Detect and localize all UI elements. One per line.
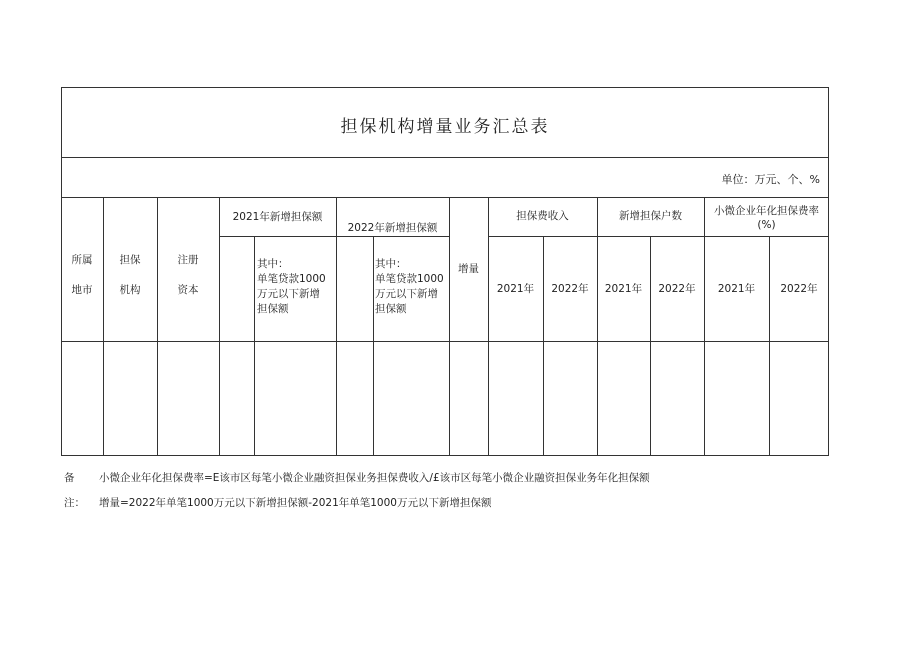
header-rate-2022: 2022年 (780, 283, 818, 295)
header-capital (157, 245, 219, 305)
header-text: 担保额 (257, 303, 289, 315)
table-col-rule (449, 197, 450, 456)
header-text: 资本 (177, 284, 199, 296)
table-col-rule (769, 236, 770, 456)
header-text: 小微企业年化担保费率 (714, 205, 819, 217)
table-rule-header-bottom (61, 341, 829, 342)
note-label-2: 注： (64, 497, 85, 509)
header-text: 机构 (119, 284, 141, 296)
table-col-rule (597, 197, 598, 456)
header-text: 所属 (71, 254, 93, 266)
table-col-rule (488, 197, 489, 456)
header-fee-income: 担保费收入 (516, 210, 569, 222)
header-new-2021: 2021年新增担保额 (232, 211, 323, 223)
table-col-rule (543, 236, 544, 456)
header-households-2022: 2022年 (658, 283, 696, 295)
header-institution (103, 245, 157, 305)
page-title: 担保机构增量业务汇总表 (340, 117, 550, 137)
header-fee-2022: 2022年 (551, 283, 589, 295)
header-increment: 增量 (458, 263, 479, 275)
header-new-households: 新增担保户数 (619, 210, 682, 222)
header-households-2021: 2021年 (604, 283, 643, 295)
note-line-1: 小微企业年化担保费率=E该市区每笔小微企业融资担保业务担保费收入/£该市区每笔小微企业融资担保业务年化担保额 (99, 472, 650, 484)
header-text: 单笔贷款1000 (375, 273, 444, 285)
header-micro-rate (704, 204, 829, 232)
header-text: 万元以下新增 (257, 288, 320, 300)
header-text: (%) (757, 219, 776, 231)
header-text: 其中： (257, 258, 289, 270)
table-col-rule (157, 197, 158, 456)
header-of-which-2022 (375, 257, 449, 317)
table-rule-unit-bottom (61, 197, 829, 198)
header-text: 单笔贷款1000 (257, 273, 326, 285)
header-fee-2021: 2021年 (496, 283, 535, 295)
header-rate-2021: 2021年 (717, 283, 756, 295)
table-col-rule (103, 197, 104, 456)
header-text: 担保 (119, 254, 141, 266)
table-col-rule (373, 236, 374, 456)
table-col-rule (254, 236, 255, 456)
note-line-2: 增量=2022年单笔1000万元以下新增担保额-2021年单笔1000万元以下新增担保额 (99, 497, 492, 509)
header-city (61, 245, 103, 305)
header-new-2022: 2022年新增担保额 (347, 222, 438, 234)
header-text: 地市 (71, 284, 93, 296)
header-text: 其中： (375, 258, 407, 270)
header-of-which-2021 (257, 257, 335, 317)
note-label-1: 备 (64, 472, 75, 484)
header-text: 万元以下新增 (375, 288, 438, 300)
header-text: 担保额 (375, 303, 407, 315)
table-col-rule (704, 197, 705, 456)
unit-label: 单位：万元、个、% (721, 173, 820, 186)
table-col-rule (219, 197, 220, 456)
table-col-rule (650, 236, 651, 456)
header-text: 注册 (177, 254, 199, 266)
table-rule-title-bottom (61, 157, 829, 158)
table-rule-header-split-right (488, 236, 829, 237)
